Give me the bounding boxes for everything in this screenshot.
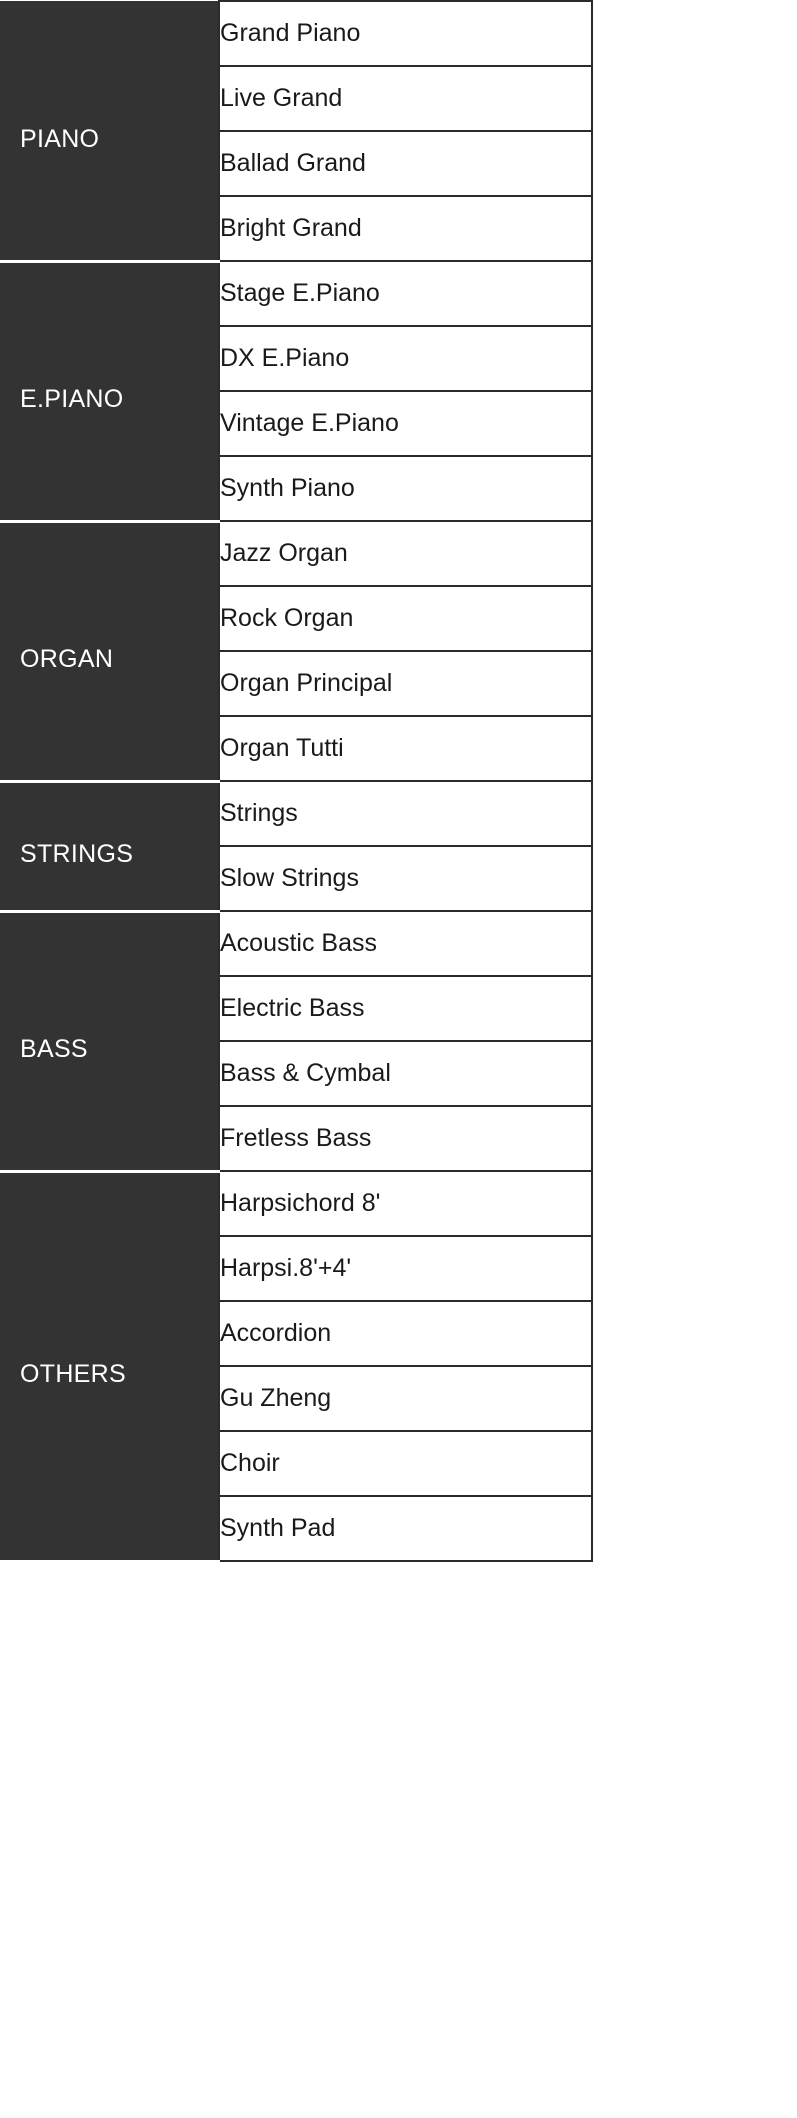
voice-name-label: Synth Pad	[220, 1514, 336, 1542]
category-cell-others	[0, 1171, 219, 1561]
category-label: ORGAN	[20, 645, 114, 674]
table-row	[0, 1, 592, 66]
voice-name-label: Strings	[220, 799, 298, 827]
voice-cell[interactable]	[219, 846, 592, 911]
voice-name-label: Slow Strings	[220, 864, 359, 892]
voice-cell[interactable]	[219, 1106, 592, 1171]
voice-name-label: Electric Bass	[220, 994, 365, 1022]
voice-cell[interactable]	[219, 261, 592, 326]
voice-cell[interactable]	[219, 911, 592, 976]
voice-name-label: Harpsi.8'+4'	[220, 1254, 352, 1282]
category-label: PIANO	[20, 124, 100, 153]
category-label: OTHERS	[20, 1360, 126, 1389]
voice-name-label: Ballad Grand	[220, 149, 366, 177]
right-margin-spacer	[593, 0, 797, 1563]
voice-name-label: Bass & Cymbal	[220, 1059, 391, 1087]
voice-name-label: Vintage E.Piano	[220, 409, 399, 437]
voice-name-label: Bright Grand	[220, 214, 362, 242]
table-row	[0, 781, 592, 846]
voice-cell[interactable]	[219, 391, 592, 456]
voice-name-label: Synth Piano	[220, 474, 355, 502]
table-row	[0, 1171, 592, 1236]
voice-name-label: Grand Piano	[220, 19, 361, 47]
table-row	[0, 521, 592, 586]
voice-cell[interactable]	[219, 781, 592, 846]
voice-cell[interactable]	[219, 1041, 592, 1106]
voice-cell[interactable]	[219, 66, 592, 131]
voice-cell[interactable]	[219, 1366, 592, 1431]
category-cell-strings	[0, 781, 219, 911]
voice-cell[interactable]	[219, 651, 592, 716]
voice-name-label: Accordion	[220, 1319, 332, 1347]
voice-cell[interactable]	[219, 1236, 592, 1301]
voice-cell[interactable]	[219, 1, 592, 66]
voice-name-label: Harpsichord 8'	[220, 1189, 381, 1217]
voice-cell[interactable]	[219, 1301, 592, 1366]
voice-name-label: Stage E.Piano	[220, 279, 380, 307]
voice-name-label: Organ Tutti	[220, 734, 344, 762]
voice-name-label: DX E.Piano	[220, 344, 350, 372]
voice-name-label: Jazz Organ	[220, 539, 348, 567]
voice-cell[interactable]	[219, 456, 592, 521]
voice-name-label: Organ Principal	[220, 669, 393, 697]
category-label: BASS	[20, 1035, 88, 1064]
voice-name-label: Choir	[220, 1449, 280, 1477]
voice-cell[interactable]	[219, 1496, 592, 1561]
voice-cell[interactable]	[219, 716, 592, 781]
voice-cell[interactable]	[219, 326, 592, 391]
table-row	[0, 911, 592, 976]
category-label: STRINGS	[20, 840, 134, 869]
category-cell-bass	[0, 911, 219, 1171]
voice-cell[interactable]	[219, 976, 592, 1041]
voice-cell[interactable]	[219, 1171, 592, 1236]
voice-name-label: Acoustic Bass	[220, 929, 378, 957]
voice-cell[interactable]	[219, 521, 592, 586]
voice-name-label: Fretless Bass	[220, 1124, 372, 1152]
voice-cell[interactable]	[219, 1431, 592, 1496]
voice-name-label: Rock Organ	[220, 604, 354, 632]
category-label: E.PIANO	[20, 385, 124, 414]
voice-cell[interactable]	[219, 131, 592, 196]
table-row	[0, 261, 592, 326]
voice-cell[interactable]	[219, 586, 592, 651]
voice-cell[interactable]	[219, 196, 592, 261]
category-cell-piano	[0, 1, 219, 261]
voice-name-label: Live Grand	[220, 84, 343, 112]
category-cell-e-piano	[0, 261, 219, 521]
voice-name-label: Gu Zheng	[220, 1384, 332, 1412]
category-cell-organ	[0, 521, 219, 781]
